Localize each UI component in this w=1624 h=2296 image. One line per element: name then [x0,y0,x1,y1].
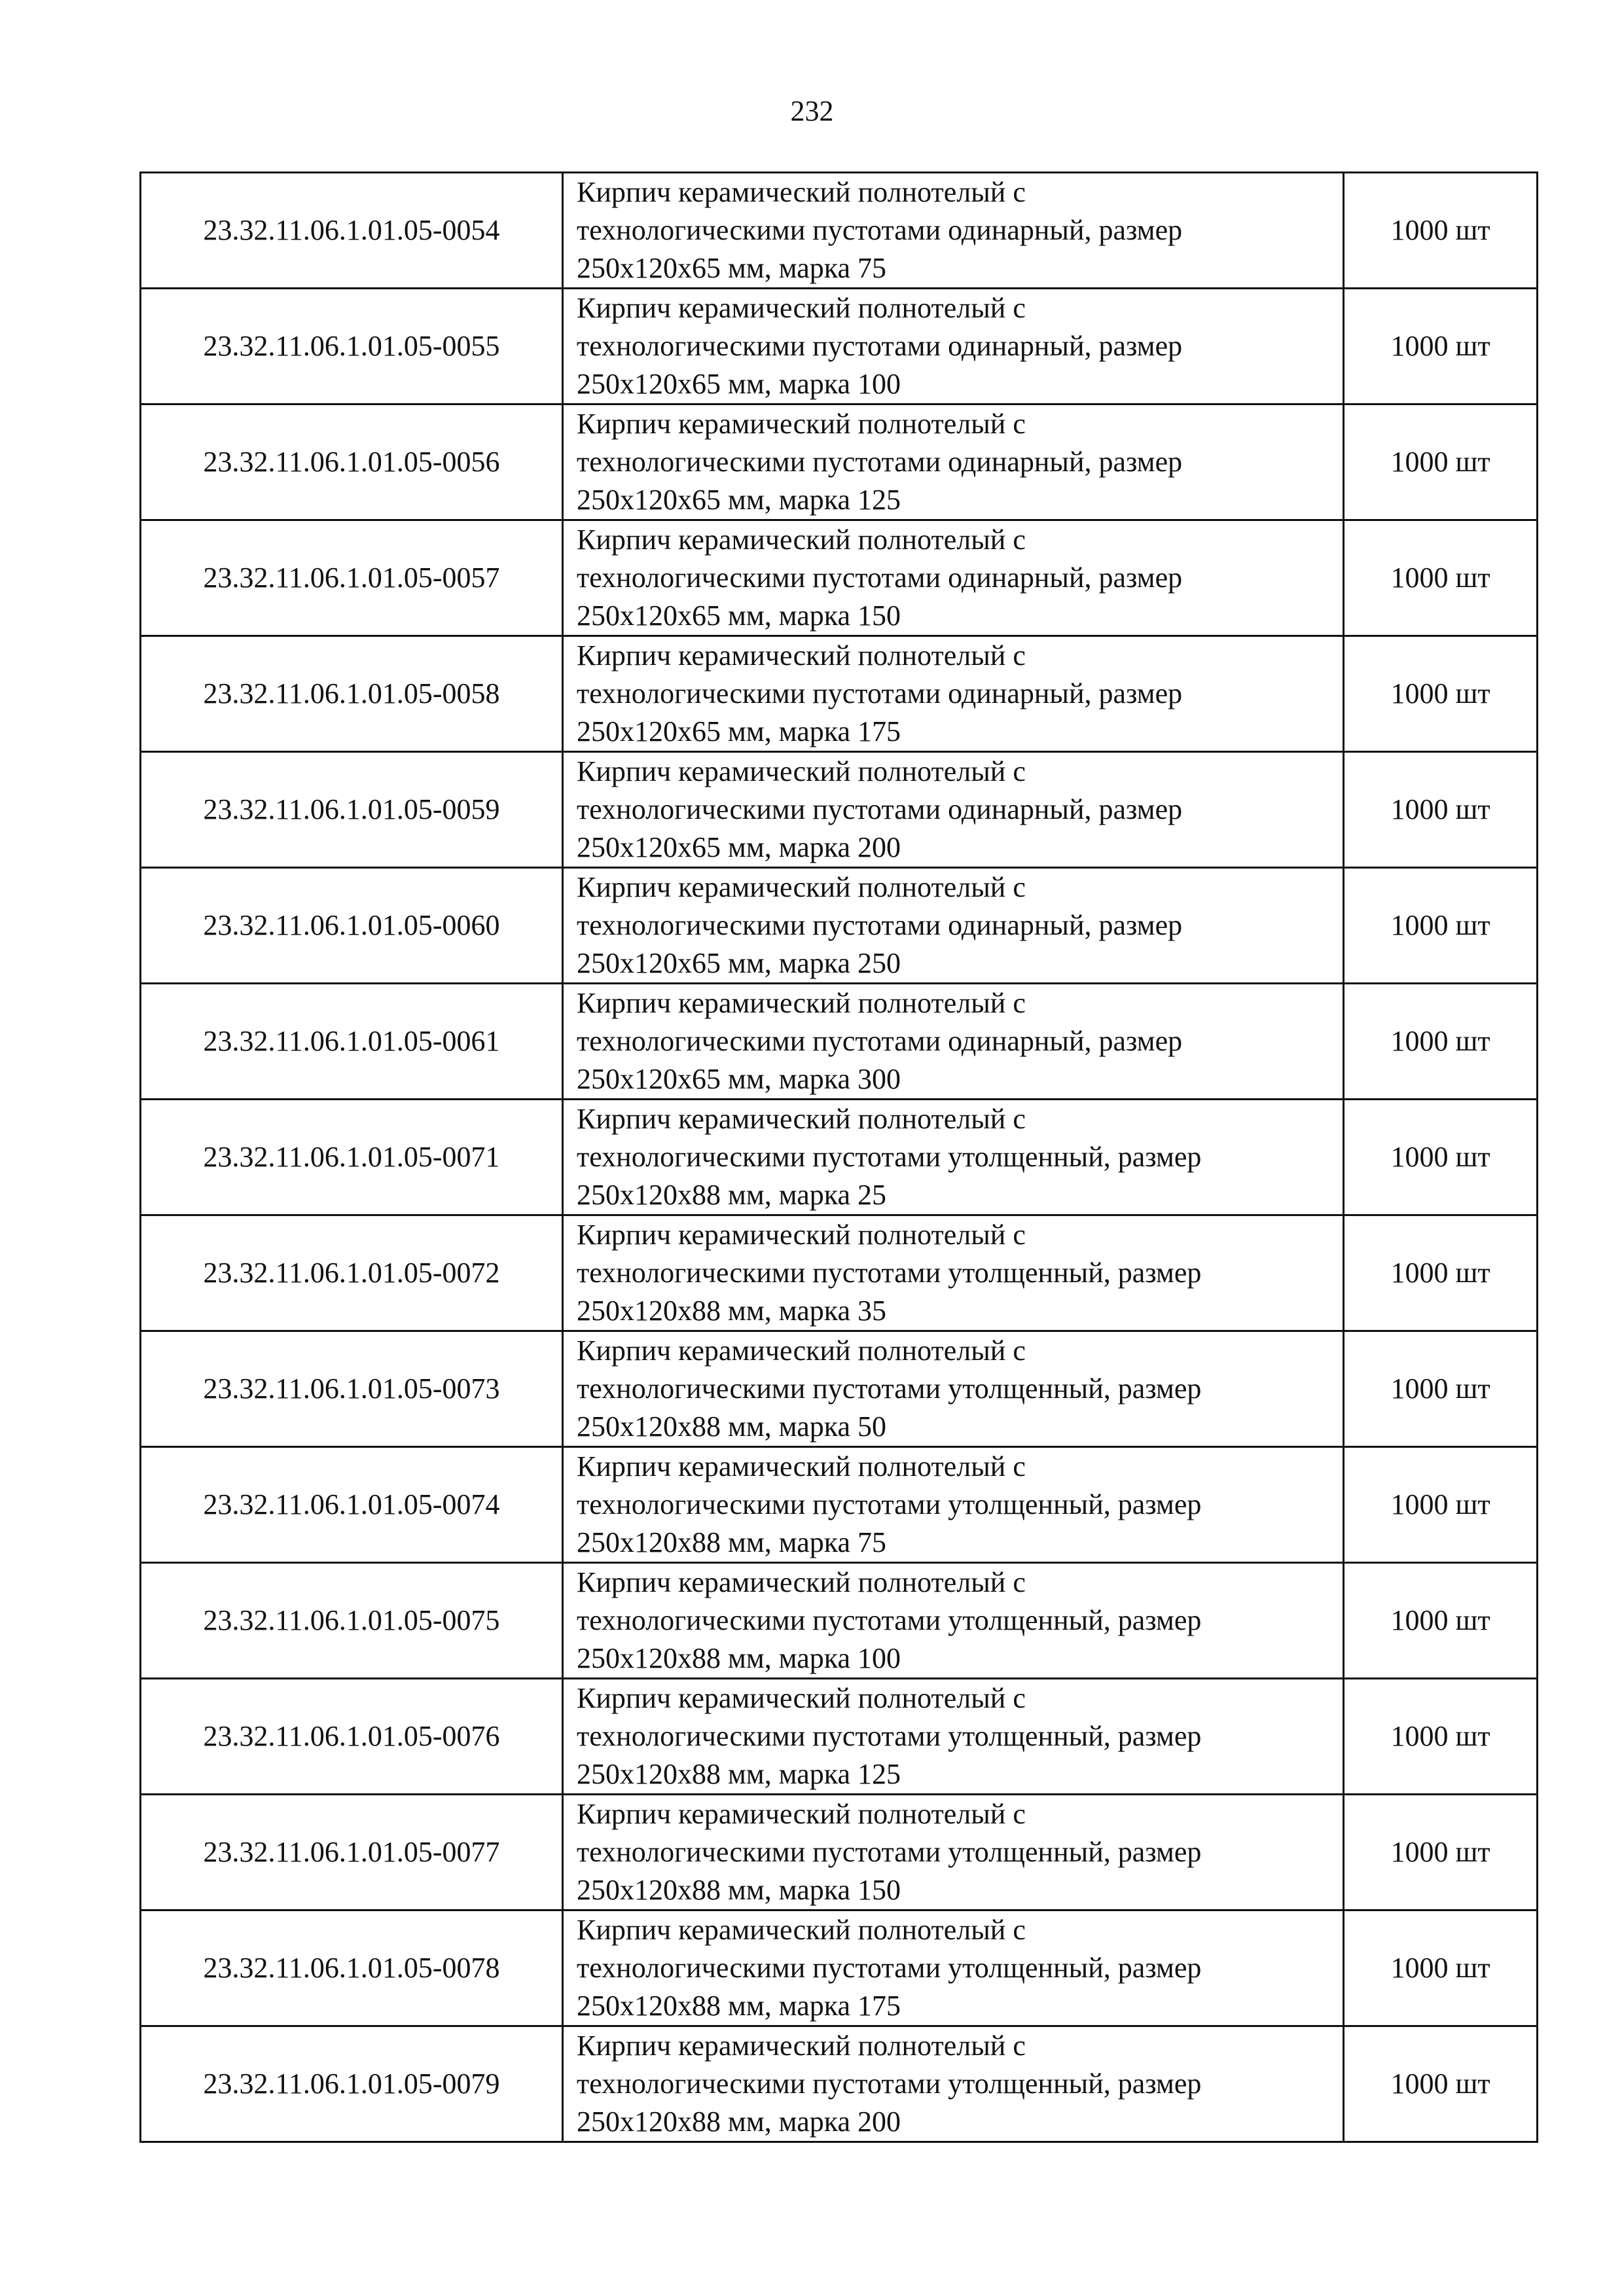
resource-code-cell: 23.32.11.06.1.01.05-0076 [141,1679,563,1795]
materials-table [139,171,1538,2143]
description-line: Кирпич керамический полнотелый с [577,176,1026,208]
resource-code-cell: 23.32.11.06.1.01.05-0074 [141,1447,563,1563]
description-line: технологическими пустотами одинарный, размер [577,446,1183,478]
description-line: технологическими пустотами утолщенный, размер [577,1952,1202,1984]
table-row [141,1563,1538,1679]
resource-code-cell: 23.32.11.06.1.01.05-0075 [141,1563,563,1679]
table-row [141,1910,1538,2026]
resource-description-cell [563,404,1344,520]
table-row [141,1331,1538,1447]
description-line: 250х120х65 мм, марка 300 [577,1063,901,1095]
description-line: Кирпич керамический полнотелый с [577,1914,1026,1946]
resource-code-cell: 23.32.11.06.1.01.05-0058 [141,636,563,752]
resource-code-cell: 23.32.11.06.1.01.05-0079 [141,2026,563,2142]
description-line: 250х120х65 мм, марка 200 [577,831,901,863]
description-line: технологическими пустотами утолщенный, размер [577,1372,1202,1405]
resource-description-cell [563,2026,1344,2142]
table-row [141,1100,1538,1215]
description-line: технологическими пустотами одинарный, размер [577,677,1183,709]
table-row [141,1215,1538,1331]
resource-description-cell [563,520,1344,636]
description-line: Кирпич керамический полнотелый с [577,755,1026,787]
description-line: Кирпич керамический полнотелый с [577,987,1026,1019]
resource-code-cell: 23.32.11.06.1.01.05-0054 [141,173,563,289]
description-line: Кирпич керамический полнотелый с [577,1103,1026,1135]
page-number: 232 [790,95,834,127]
description-line: 250х120х88 мм, марка 50 [577,1410,886,1443]
unit-cell: 1000 шт [1344,636,1538,752]
resource-description-cell [563,1679,1344,1795]
description-line: технологическими пустотами одинарный, размер [577,793,1183,825]
description-line: технологическими пустотами утолщенный, размер [577,1604,1202,1636]
description-line: технологическими пустотами утолщенный, размер [577,1836,1202,1868]
table-row [141,1447,1538,1563]
table-row [141,2026,1538,2142]
resource-description-cell [563,868,1344,984]
description-line: Кирпич керамический полнотелый с [577,1219,1026,1251]
unit-cell: 1000 шт [1344,1679,1538,1795]
description-line: 250х120х65 мм, марка 125 [577,484,901,516]
resource-code-cell: 23.32.11.06.1.01.05-0077 [141,1795,563,1910]
table-row [141,404,1538,520]
table-row [141,1795,1538,1910]
description-line: технологическими пустотами одинарный, размер [577,1025,1183,1057]
resource-description-cell [563,1331,1344,1447]
description-line: технологическими пустотами утолщенный, размер [577,1488,1202,1520]
description-line: 250х120х65 мм, марка 100 [577,368,901,400]
unit-cell: 1000 шт [1344,1795,1538,1910]
description-line: технологическими пустотами утолщенный, размер [577,1720,1202,1752]
resource-code-cell: 23.32.11.06.1.01.05-0072 [141,1215,563,1331]
description-line: технологическими пустотами утолщенный, размер [577,2068,1202,2100]
table-row [141,173,1538,289]
resource-description-cell [563,752,1344,868]
table-row [141,752,1538,868]
table-row [141,1679,1538,1795]
unit-cell: 1000 шт [1344,1447,1538,1563]
resource-code-cell: 23.32.11.06.1.01.05-0059 [141,752,563,868]
resource-code-cell: 23.32.11.06.1.01.05-0055 [141,289,563,404]
description-line: Кирпич керамический полнотелый с [577,1450,1026,1482]
resource-code-cell: 23.32.11.06.1.01.05-0060 [141,868,563,984]
description-line: Кирпич керамический полнотелый с [577,871,1026,903]
description-line: 250х120х88 мм, марка 35 [577,1295,886,1327]
description-line: технологическими пустотами одинарный, размер [577,909,1183,941]
description-line: 250х120х88 мм, марка 125 [577,1758,901,1790]
unit-cell: 1000 шт [1344,1100,1538,1215]
unit-cell: 1000 шт [1344,520,1538,636]
description-line: Кирпич керамический полнотелый с [577,2030,1026,2062]
resource-description-cell [563,636,1344,752]
resource-description-cell [563,984,1344,1100]
resource-code-cell: 23.32.11.06.1.01.05-0073 [141,1331,563,1447]
unit-cell: 1000 шт [1344,289,1538,404]
description-line: Кирпич керамический полнотелый с [577,1566,1026,1598]
unit-cell: 1000 шт [1344,868,1538,984]
table-row [141,984,1538,1100]
description-line: 250х120х88 мм, марка 75 [577,1526,886,1558]
description-line: Кирпич керамический полнотелый с [577,292,1026,324]
description-line: технологическими пустотами утолщенный, размер [577,1141,1202,1173]
description-line: 250х120х88 мм, марка 175 [577,1990,901,2022]
unit-cell: 1000 шт [1344,1910,1538,2026]
resource-code-cell: 23.32.11.06.1.01.05-0078 [141,1910,563,2026]
table-body [141,173,1538,2142]
description-line: Кирпич керамический полнотелый с [577,408,1026,440]
table-row [141,520,1538,636]
unit-cell: 1000 шт [1344,1331,1538,1447]
description-line: 250х120х88 мм, марка 25 [577,1179,886,1211]
description-line: 250х120х88 мм, марка 150 [577,1874,901,1906]
resource-description-cell [563,1100,1344,1215]
description-line: Кирпич керамический полнотелый с [577,639,1026,672]
resource-description-cell [563,1563,1344,1679]
unit-cell: 1000 шт [1344,404,1538,520]
table-row [141,868,1538,984]
resource-description-cell [563,1447,1344,1563]
table-row [141,636,1538,752]
description-line: Кирпич керамический полнотелый с [577,1798,1026,1830]
unit-cell: 1000 шт [1344,173,1538,289]
description-line: технологическими пустотами одинарный, размер [577,214,1183,246]
description-line: Кирпич керамический полнотелый с [577,1682,1026,1714]
description-line: Кирпич керамический полнотелый с [577,524,1026,556]
resource-description-cell [563,173,1344,289]
description-line: 250х120х88 мм, марка 200 [577,2106,901,2138]
resource-description-cell [563,1910,1344,2026]
description-line: 250х120х65 мм, марка 175 [577,715,901,747]
description-line: технологическими пустотами утолщенный, размер [577,1257,1202,1289]
description-line: технологическими пустотами одинарный, размер [577,330,1183,362]
unit-cell: 1000 шт [1344,752,1538,868]
description-line: 250х120х65 мм, марка 250 [577,947,901,979]
resource-description-cell [563,1215,1344,1331]
unit-cell: 1000 шт [1344,984,1538,1100]
unit-cell: 1000 шт [1344,2026,1538,2142]
resource-code-cell: 23.32.11.06.1.01.05-0071 [141,1100,563,1215]
description-line: Кирпич керамический полнотелый с [577,1335,1026,1367]
resource-code-cell: 23.32.11.06.1.01.05-0057 [141,520,563,636]
resource-code-cell: 23.32.11.06.1.01.05-0061 [141,984,563,1100]
unit-cell: 1000 шт [1344,1215,1538,1331]
resource-description-cell [563,289,1344,404]
resource-code-cell: 23.32.11.06.1.01.05-0056 [141,404,563,520]
resource-description-cell [563,1795,1344,1910]
unit-cell: 1000 шт [1344,1563,1538,1679]
description-line: 250х120х88 мм, марка 100 [577,1642,901,1674]
description-line: технологическими пустотами одинарный, размер [577,562,1183,594]
description-line: 250х120х65 мм, марка 150 [577,600,901,632]
table-row [141,289,1538,404]
description-line: 250х120х65 мм, марка 75 [577,252,886,284]
